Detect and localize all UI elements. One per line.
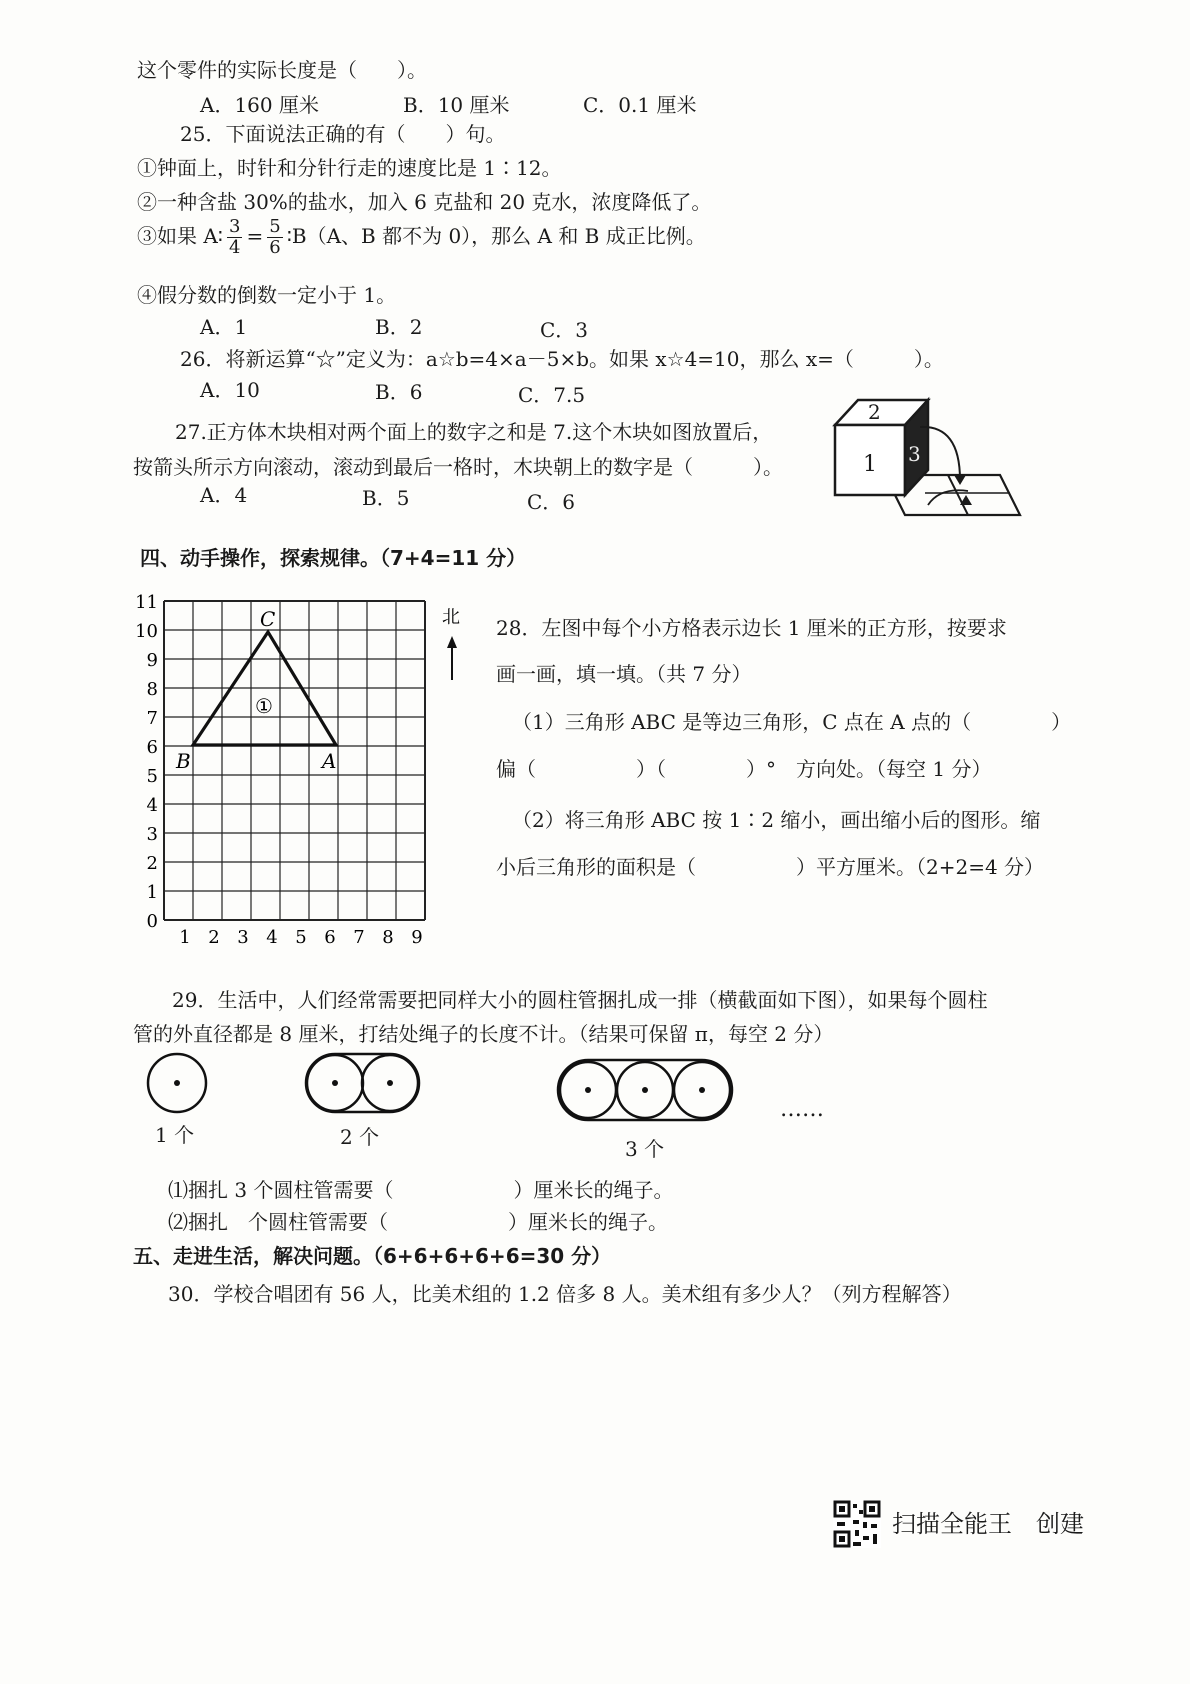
fraction-numerator: 3 xyxy=(229,216,241,237)
q25-statement-2: ②一种含盐 30%的盐水，加入 6 克盐和 20 克水，浓度降低了。 xyxy=(137,190,712,214)
rolling-cube-figure xyxy=(820,395,1035,520)
q30-stem: 30．学校合唱团有 56 人，比美术组的 1.2 倍多 8 人。美术组有多少人？（列方程解答） xyxy=(168,1282,962,1306)
q26-option-b: B．6 xyxy=(375,380,423,404)
bundle-1-pipe xyxy=(148,1054,206,1112)
x-tick-label: 8 xyxy=(382,927,394,948)
arrow-head-icon xyxy=(954,475,966,485)
y-tick-label: 5 xyxy=(146,766,158,787)
q26-option-c: C．7.5 xyxy=(518,383,586,407)
q25-s3-equals: = xyxy=(246,223,264,248)
x-tick-label: 9 xyxy=(411,927,423,948)
bundle-1-label: 1 个 xyxy=(155,1123,195,1147)
q24-stem-tail: 这个零件的实际长度是（ ）。 xyxy=(137,58,427,82)
q25-s3-prefix: ③如果 A∶ xyxy=(137,223,224,248)
x-axis-labels xyxy=(179,927,422,948)
q29-line-2: 管的外直径都是 8 厘米，打结处绳子的长度不计。（结果可保留 π，每空 2 分） xyxy=(133,1022,834,1046)
q28-line-1: 28．左图中每个小方格表示边长 1 厘米的正方形，按要求 xyxy=(496,616,1007,640)
fraction-numerator: 5 xyxy=(269,216,281,237)
bundle-2-pipes xyxy=(306,1054,419,1112)
q25-option-b: B．2 xyxy=(375,315,423,339)
q25-fraction-2 xyxy=(267,217,282,258)
y-tick-label: 3 xyxy=(146,824,158,845)
q24-option-c: C．0.1 厘米 xyxy=(583,93,697,117)
north-arrow-head-icon xyxy=(447,636,457,648)
q25-fraction-1 xyxy=(227,217,242,258)
q28-line-4: 偏（ ）（ ）° 方向处。（每空 1 分） xyxy=(496,757,992,781)
q24-option-b: B．10 厘米 xyxy=(403,93,510,117)
y-tick-label: 1 xyxy=(146,882,158,903)
y-tick-label: 4 xyxy=(146,795,158,816)
section-5-title: 五、走进生活，解决问题。（6+6+6+6+6=30 分） xyxy=(133,1244,612,1268)
y-tick-label: 9 xyxy=(146,650,158,671)
cube-front-number: 1 xyxy=(863,452,877,477)
x-tick-label: 3 xyxy=(237,927,249,948)
x-tick-label: 1 xyxy=(179,927,191,948)
triangle-number-label: ① xyxy=(255,694,273,718)
q29-sub-2: ⑵捆扎 个圆柱管需要（ ）厘米长的绳子。 xyxy=(168,1210,668,1234)
x-tick-label: 7 xyxy=(353,927,365,948)
q27-option-b: B．5 xyxy=(362,486,410,510)
point-c-label: C xyxy=(260,607,276,631)
q24-option-a: A．160 厘米 xyxy=(200,93,319,117)
x-tick-label: 4 xyxy=(266,927,278,948)
fraction-denominator: 4 xyxy=(229,236,241,258)
q26-stem: 26．将新运算“☆”定义为：a☆b=4×a－5×b。如果 x☆4=10，那么 x=（ ）。 xyxy=(180,347,944,371)
y-tick-label: 11 xyxy=(135,592,158,613)
bundle-2-label: 2 个 xyxy=(340,1125,380,1149)
q28-line-3: （1）三角形 ABC 是等边三角形，C 点在 A 点的（ ） xyxy=(512,710,1072,734)
q25-statement-3 xyxy=(137,217,706,258)
continuation-dots: …… xyxy=(780,1097,824,1122)
q27-line-2: 按箭头所示方向滚动，滚动到最后一格时，木块朝上的数字是（ ）。 xyxy=(133,455,783,479)
pipe-bundles-figure xyxy=(0,0,1,1)
q25-statement-4: ④假分数的倒数一定小于 1。 xyxy=(137,283,397,307)
x-tick-label: 2 xyxy=(208,927,220,948)
y-tick-label: 2 xyxy=(146,853,158,874)
section-4-title: 四、动手操作，探索规律。（7+4=11 分） xyxy=(140,546,527,570)
bundle-3-pipes xyxy=(558,1060,732,1120)
q26-option-a: A．10 xyxy=(200,378,260,402)
north-label: 北 xyxy=(442,607,460,628)
q29-sub-1: ⑴捆扎 3 个圆柱管需要（ ）厘米长的绳子。 xyxy=(168,1178,674,1202)
fraction-denominator: 6 xyxy=(269,236,281,258)
y-tick-label: 8 xyxy=(146,679,158,700)
q28-line-2: 画一画，填一填。（共 7 分） xyxy=(496,662,752,686)
bundle-3-label: 3 个 xyxy=(625,1137,665,1161)
y-tick-label: 0 xyxy=(146,911,158,932)
q25-statement-1: ①钟面上，时针和分针行走的速度比是 1∶12。 xyxy=(137,156,562,180)
x-tick-label: 5 xyxy=(295,927,307,948)
y-axis-labels xyxy=(135,592,158,932)
q29-line-1: 29．生活中，人们经常需要把同样大小的圆柱管捆扎成一排（横截面如下图），如果每个圆柱 xyxy=(172,988,988,1012)
scanner-watermark: 扫描全能王 创建 xyxy=(892,1510,1084,1538)
q25-option-a: A．1 xyxy=(200,315,248,339)
q27-line-1: 27.正方体木块相对两个面上的数字之和是 7.这个木块如图放置后， xyxy=(175,420,773,444)
y-tick-label: 6 xyxy=(146,737,158,758)
qr-code-icon xyxy=(833,1500,881,1548)
x-tick-label: 6 xyxy=(324,927,336,948)
q25-s3-suffix: ∶B（A、B 都不为 0），那么 A 和 B 成正比例。 xyxy=(286,223,706,248)
q25-stem: 25．下面说法正确的有（ ）句。 xyxy=(180,122,506,146)
y-tick-label: 10 xyxy=(135,621,158,642)
q25-option-c: C．3 xyxy=(540,318,589,342)
cube-side-number: 3 xyxy=(908,442,921,466)
y-tick-label: 7 xyxy=(146,708,158,729)
point-b-label: B xyxy=(176,749,191,773)
grid-lines xyxy=(164,601,425,920)
q28-line-6: 小后三角形的面积是（ ）平方厘米。（2+2=4 分） xyxy=(496,855,1045,879)
arrow-head-2-icon xyxy=(960,495,972,505)
q28-line-5: （2）将三角形 ABC 按 1∶2 缩小，画出缩小后的图形。缩 xyxy=(512,808,1041,832)
q27-option-c: C．6 xyxy=(527,490,576,514)
cube-top-number: 2 xyxy=(868,400,881,424)
q27-option-a: A．4 xyxy=(200,483,248,507)
point-a-label: A xyxy=(322,749,337,773)
